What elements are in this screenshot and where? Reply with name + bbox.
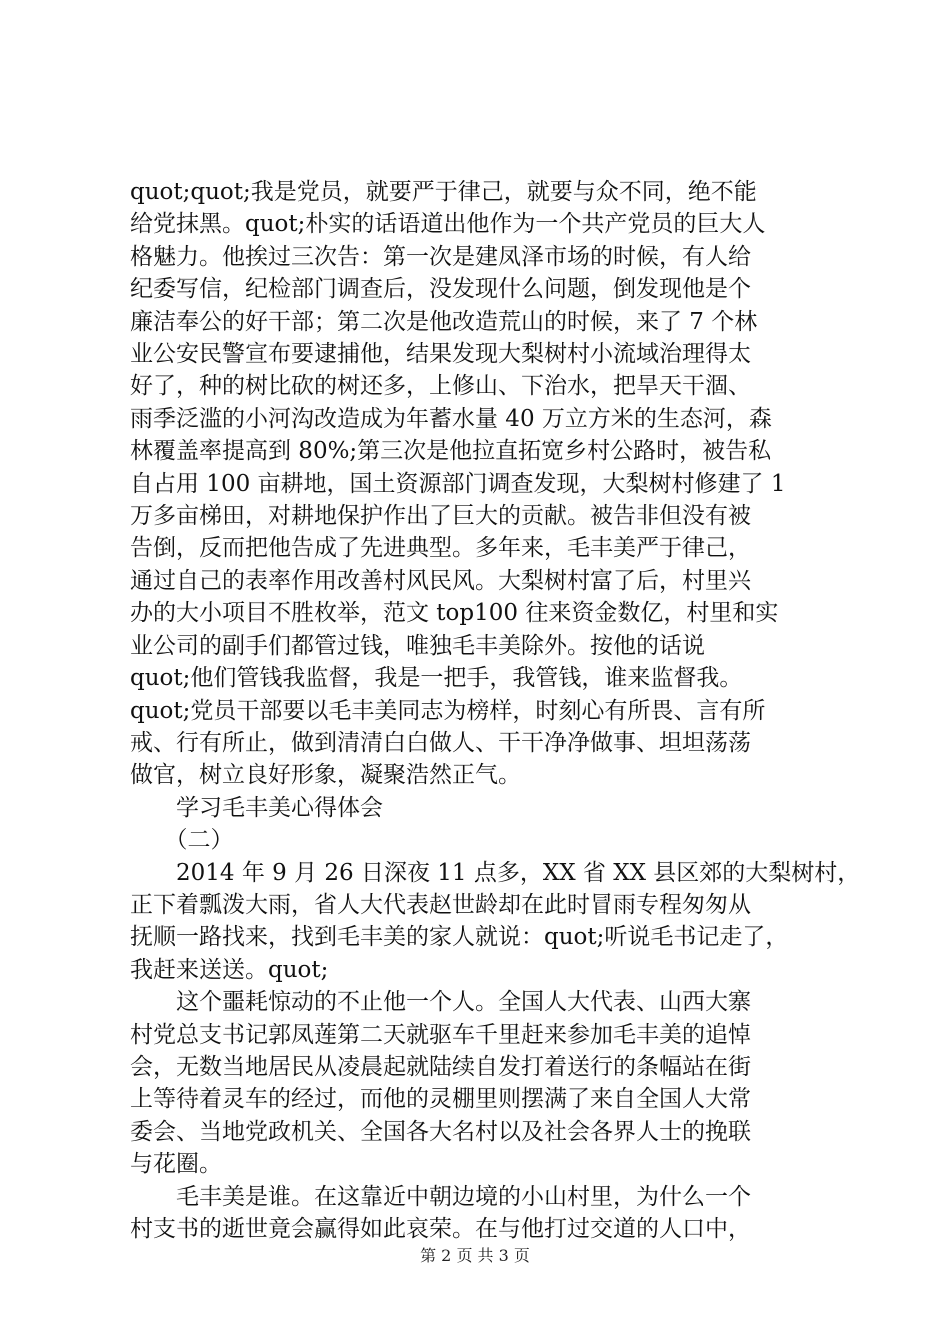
text-line: 毛丰美是谁。在这靠近中朝边境的小山村里，为什么一个	[130, 1183, 751, 1210]
text-line: quot;quot;我是党员，就要严于律己，就要与众不同，绝不能	[130, 179, 757, 205]
text-line: 格魅力。他挨过三次告：第一次是建凤泽市场的时候，有人给	[130, 243, 751, 270]
text-line: 雨季泛滥的小河沟改造成为年蓄水量 40 万立方米的生态河，森	[130, 405, 772, 432]
text-line: 给党抹黑。quot;朴实的话语道出他作为一个共产党员的巨大人	[130, 211, 766, 238]
text-line: 委会、当地党政机关、全国各大名村以及社会各界人士的挽联	[130, 1118, 751, 1145]
text-line: 会，无数当地居民从凌晨起就陆续自发打着送行的条幅站在街	[130, 1053, 751, 1080]
text-line: 我赶来送送。quot;	[130, 956, 329, 983]
text-line: 通过自己的表率作用改善村风民风。大梨树村富了后，村里兴	[130, 567, 751, 594]
text-line: 抚顺一路找来，找到毛丰美的家人就说：quot;听说毛书记走了，	[130, 924, 789, 951]
text-line: 林覆盖率提高到 80%;第三次是他拉直拓宽乡村公路时，被告私	[130, 438, 772, 465]
text-line: 做官，树立良好形象，凝聚浩然正气。	[130, 762, 521, 789]
text-line: 与花圈。	[130, 1151, 222, 1178]
text-line: 戒、行有所止，做到清清白白做人、干干净净做事、坦坦荡荡	[130, 729, 751, 756]
text-line: 业公安民警宣布要逮捕他，结果发现大梨树村小流域治理得太	[130, 341, 751, 368]
text-line: 告倒，反而把他告成了先进典型。多年来，毛丰美严于律己，	[130, 535, 751, 562]
text-line: 好了，种的树比砍的树还多，上修山、下治水，把旱天干涸、	[130, 373, 751, 400]
text-line: 正下着瓢泼大雨，省人大代表赵世龄却在此时冒雨专程匆匆从	[130, 891, 751, 918]
text-line: quot;党员干部要以毛丰美同志为榜样，时刻心有所畏、言有所	[130, 697, 766, 724]
text-line: 村党总支书记郭凤莲第二天就驱车千里赶来参加毛丰美的追悼	[130, 1021, 751, 1048]
page-footer: 第 2 页 共 3 页	[420, 1246, 530, 1265]
text-line: 纪委写信，纪检部门调查后，没发现什么问题，倒发现他是个	[130, 276, 751, 303]
body-text	[130, 176, 860, 1245]
text-line: 这个噩耗惊动的不止他一个人。全国人大代表、山西大寨	[130, 989, 751, 1016]
text-line: quot;他们管钱我监督，我是一把手，我管钱，谁来监督我。	[130, 665, 743, 692]
text-line: 业公司的副手们都管过钱，唯独毛丰美除外。按他的话说	[130, 632, 705, 659]
section-number: （二）	[130, 827, 234, 854]
text-line: 村支书的逝世竟会赢得如此哀荣。在与他打过交道的人口中，	[130, 1216, 751, 1242]
text-line: 办的大小项目不胜枚举，范文 top100 往来资金数亿，村里和实	[130, 600, 779, 627]
text-line: 廉洁奉公的好干部；第二次是他改造荒山的时候，来了 7 个林	[130, 308, 758, 335]
text-line: 自占用 100 亩耕地，国土资源部门调查发现，大梨树村修建了 1	[130, 470, 786, 497]
text-line: 上等待着灵车的经过，而他的灵棚里则摆满了来自全国人大常	[130, 1086, 751, 1113]
text-line: 万多亩梯田，对耕地保护作出了巨大的贡献。被告非但没有被	[130, 503, 751, 530]
section-title: 学习毛丰美心得体会	[130, 794, 383, 821]
text-line: 2014 年 9 月 26 日深夜 11 点多，XX 省 XX 县区郊的大梨树村，	[130, 859, 860, 886]
